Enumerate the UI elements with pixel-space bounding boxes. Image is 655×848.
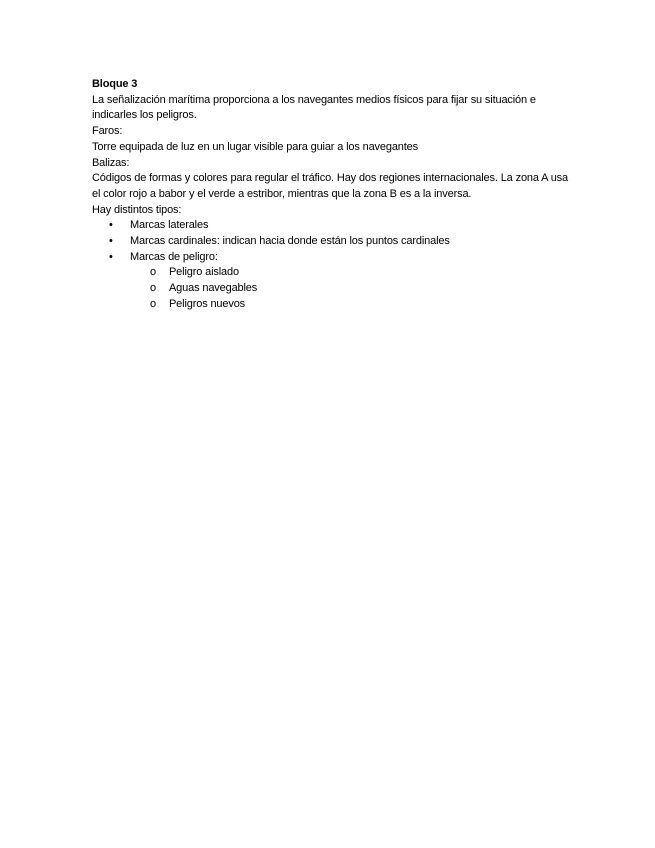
document-body <box>92 77 568 313</box>
list-item-label: Marcas cardinales: indican hacia donde están los puntos cardinales <box>130 235 450 248</box>
balizas-heading: Balizas: <box>92 156 130 169</box>
sublist-item-label: Aguas navegables <box>169 282 258 295</box>
sublist-item <box>130 297 568 313</box>
bullet-icon: • <box>109 235 113 248</box>
sublist-item <box>130 265 568 281</box>
list-item-label: Marcas laterales <box>130 219 209 232</box>
list-item <box>92 234 568 250</box>
circle-bullet-icon: o <box>150 297 156 310</box>
balizas-text: Códigos de formas y colores para regular el tráfico. Hay dos regiones internacionales. La zona A usa el color rojo a babor y el verde a estribor, mientras que la zona B es a la inversa. <box>92 172 568 200</box>
sublist-item-label: Peligros nuevos <box>169 297 246 310</box>
list-item <box>92 250 568 313</box>
types-list <box>92 218 568 312</box>
types-intro: Hay distintos tipos: <box>92 203 182 216</box>
circle-bullet-icon: o <box>150 266 156 279</box>
sublist-item <box>130 281 568 297</box>
bullet-icon: • <box>109 219 113 232</box>
intro-paragraph: La señalización marítima proporciona a los navegantes medios físicos para fijar su situación e indicarles los peligros. <box>92 93 536 122</box>
list-item <box>92 218 568 234</box>
sublist-item-label: Peligro aislado <box>169 266 239 279</box>
circle-bullet-icon: o <box>150 282 156 295</box>
bullet-icon: • <box>109 250 113 263</box>
faros-heading: Faros: <box>92 125 123 138</box>
list-item-label: Marcas de peligro: <box>130 250 218 263</box>
section-title: Bloque 3 <box>92 78 138 90</box>
peligro-sublist <box>130 265 568 312</box>
faros-text: Torre equipada de luz en un lugar visible para guiar a los navegantes <box>92 140 418 153</box>
